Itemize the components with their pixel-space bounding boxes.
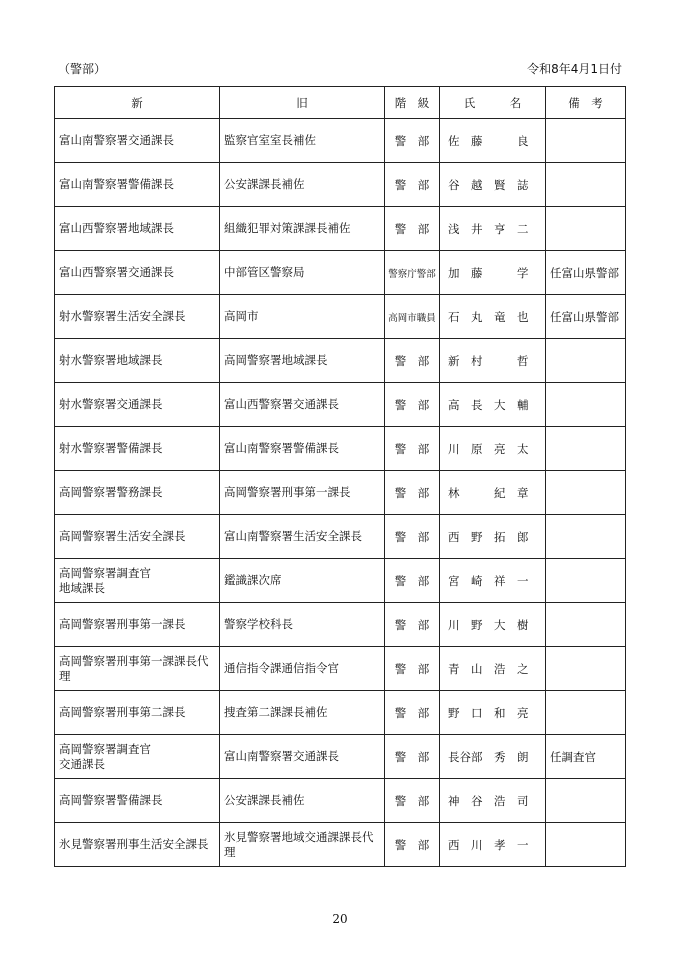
note-cell <box>546 823 626 867</box>
table-row <box>55 251 626 295</box>
note-cell <box>546 515 626 559</box>
name-cell: 谷 越 賢 誌 <box>440 163 546 207</box>
name-cell: 川 原 亮 太 <box>440 427 546 471</box>
col-header-rank: 階 級 <box>385 87 440 119</box>
old-position-cell: 高岡市 <box>220 295 385 339</box>
note-cell <box>546 163 626 207</box>
note-cell <box>546 779 626 823</box>
rank-cell: 警 部 <box>385 647 440 691</box>
name-cell: 長谷部 秀 朗 <box>440 735 546 779</box>
rank-cell: 警 部 <box>385 515 440 559</box>
table-row <box>55 735 626 779</box>
rank-cell: 警察庁警部 <box>385 251 440 295</box>
new-position-cell: 富山西警察署交通課長 <box>55 251 220 295</box>
note-cell <box>546 119 626 163</box>
new-position-cell: 高岡警察署調査官 交通課長 <box>55 735 220 779</box>
table-row <box>55 515 626 559</box>
rank-cell: 警 部 <box>385 691 440 735</box>
name-cell: 青 山 浩 之 <box>440 647 546 691</box>
name-cell: 新 村 哲 <box>440 339 546 383</box>
table-row <box>55 427 626 471</box>
old-position-cell: 監察官室室長補佐 <box>220 119 385 163</box>
rank-cell: 警 部 <box>385 427 440 471</box>
name-cell: 加 藤 学 <box>440 251 546 295</box>
name-cell: 野 口 和 亮 <box>440 691 546 735</box>
rank-cell: 警 部 <box>385 823 440 867</box>
col-header-new: 新 <box>55 87 220 119</box>
new-position-cell: 高岡警察署警備課長 <box>55 779 220 823</box>
name-cell: 佐 藤 良 <box>440 119 546 163</box>
old-position-cell: 捜査第二課課長補佐 <box>220 691 385 735</box>
name-cell: 浅 井 亨 二 <box>440 207 546 251</box>
new-position-cell: 射水警察署警備課長 <box>55 427 220 471</box>
table-row <box>55 779 626 823</box>
table-row <box>55 163 626 207</box>
page-number: 20 <box>332 912 348 926</box>
old-position-cell: 鑑識課次席 <box>220 559 385 603</box>
old-position-cell: 富山南警察署交通課長 <box>220 735 385 779</box>
col-header-name: 氏 名 <box>440 87 546 119</box>
note-cell <box>546 427 626 471</box>
old-position-cell: 公安課課長補佐 <box>220 163 385 207</box>
old-position-cell: 富山南警察署警備課長 <box>220 427 385 471</box>
table-row <box>55 823 626 867</box>
note-cell <box>546 383 626 427</box>
table-row <box>55 119 626 163</box>
rank-cell: 警 部 <box>385 471 440 515</box>
new-position-cell: 射水警察署交通課長 <box>55 383 220 427</box>
note-cell <box>546 471 626 515</box>
note-cell: 任調査官 <box>546 735 626 779</box>
effective-date: 令和8年4月1日付 <box>527 62 622 76</box>
table-row <box>55 647 626 691</box>
new-position-cell: 高岡警察署生活安全課長 <box>55 515 220 559</box>
rank-cell: 警 部 <box>385 559 440 603</box>
note-cell <box>546 647 626 691</box>
old-position-cell: 警察学校科長 <box>220 603 385 647</box>
new-position-cell: 富山南警察署警備課長 <box>55 163 220 207</box>
new-position-cell: 射水警察署地域課長 <box>55 339 220 383</box>
name-cell: 神 谷 浩 司 <box>440 779 546 823</box>
note-cell <box>546 339 626 383</box>
new-position-cell: 富山南警察署交通課長 <box>55 119 220 163</box>
col-header-old: 旧 <box>220 87 385 119</box>
rank-cell: 高岡市職員 <box>385 295 440 339</box>
table-row <box>55 339 626 383</box>
personnel-table <box>54 86 626 867</box>
note-cell <box>546 603 626 647</box>
name-cell: 石 丸 竜 也 <box>440 295 546 339</box>
new-position-cell: 高岡警察署警務課長 <box>55 471 220 515</box>
name-cell: 川 野 大 樹 <box>440 603 546 647</box>
table-row <box>55 295 626 339</box>
rank-cell: 警 部 <box>385 735 440 779</box>
new-position-cell: 高岡警察署刑事第一課長 <box>55 603 220 647</box>
table-header-row <box>55 87 626 119</box>
category-label: （警部） <box>58 62 107 76</box>
old-position-cell: 組織犯罪対策課課長補佐 <box>220 207 385 251</box>
old-position-cell: 通信指令課通信指令官 <box>220 647 385 691</box>
rank-cell: 警 部 <box>385 603 440 647</box>
old-position-cell: 公安課課長補佐 <box>220 779 385 823</box>
note-cell: 任富山県警部 <box>546 251 626 295</box>
old-position-cell: 中部管区警察局 <box>220 251 385 295</box>
name-cell: 宮 崎 祥 一 <box>440 559 546 603</box>
old-position-cell: 高岡警察署地域課長 <box>220 339 385 383</box>
name-cell: 西 野 拓 郎 <box>440 515 546 559</box>
rank-cell: 警 部 <box>385 163 440 207</box>
old-position-cell: 富山西警察署交通課長 <box>220 383 385 427</box>
rank-cell: 警 部 <box>385 339 440 383</box>
rank-cell: 警 部 <box>385 383 440 427</box>
name-cell: 林 紀 章 <box>440 471 546 515</box>
table-row <box>55 383 626 427</box>
note-cell: 任富山県警部 <box>546 295 626 339</box>
new-position-cell: 氷見警察署刑事生活安全課長 <box>55 823 220 867</box>
note-cell <box>546 207 626 251</box>
col-header-note: 備 考 <box>546 87 626 119</box>
rank-cell: 警 部 <box>385 207 440 251</box>
old-position-cell: 高岡警察署刑事第一課長 <box>220 471 385 515</box>
old-position-cell: 富山南警察署生活安全課長 <box>220 515 385 559</box>
table-row <box>55 559 626 603</box>
new-position-cell: 射水警察署生活安全課長 <box>55 295 220 339</box>
name-cell: 西 川 孝 一 <box>440 823 546 867</box>
new-position-cell: 高岡警察署刑事第一課課長代理 <box>55 647 220 691</box>
rank-cell: 警 部 <box>385 119 440 163</box>
note-cell <box>546 559 626 603</box>
note-cell <box>546 691 626 735</box>
table-row <box>55 207 626 251</box>
old-position-cell: 氷見警察署地域交通課課長代理 <box>220 823 385 867</box>
name-cell: 高 長 大 輔 <box>440 383 546 427</box>
new-position-cell: 高岡警察署刑事第二課長 <box>55 691 220 735</box>
table-row <box>55 603 626 647</box>
table-row <box>55 691 626 735</box>
rank-cell: 警 部 <box>385 779 440 823</box>
new-position-cell: 富山西警察署地域課長 <box>55 207 220 251</box>
new-position-cell: 高岡警察署調査官 地域課長 <box>55 559 220 603</box>
table-row <box>55 471 626 515</box>
